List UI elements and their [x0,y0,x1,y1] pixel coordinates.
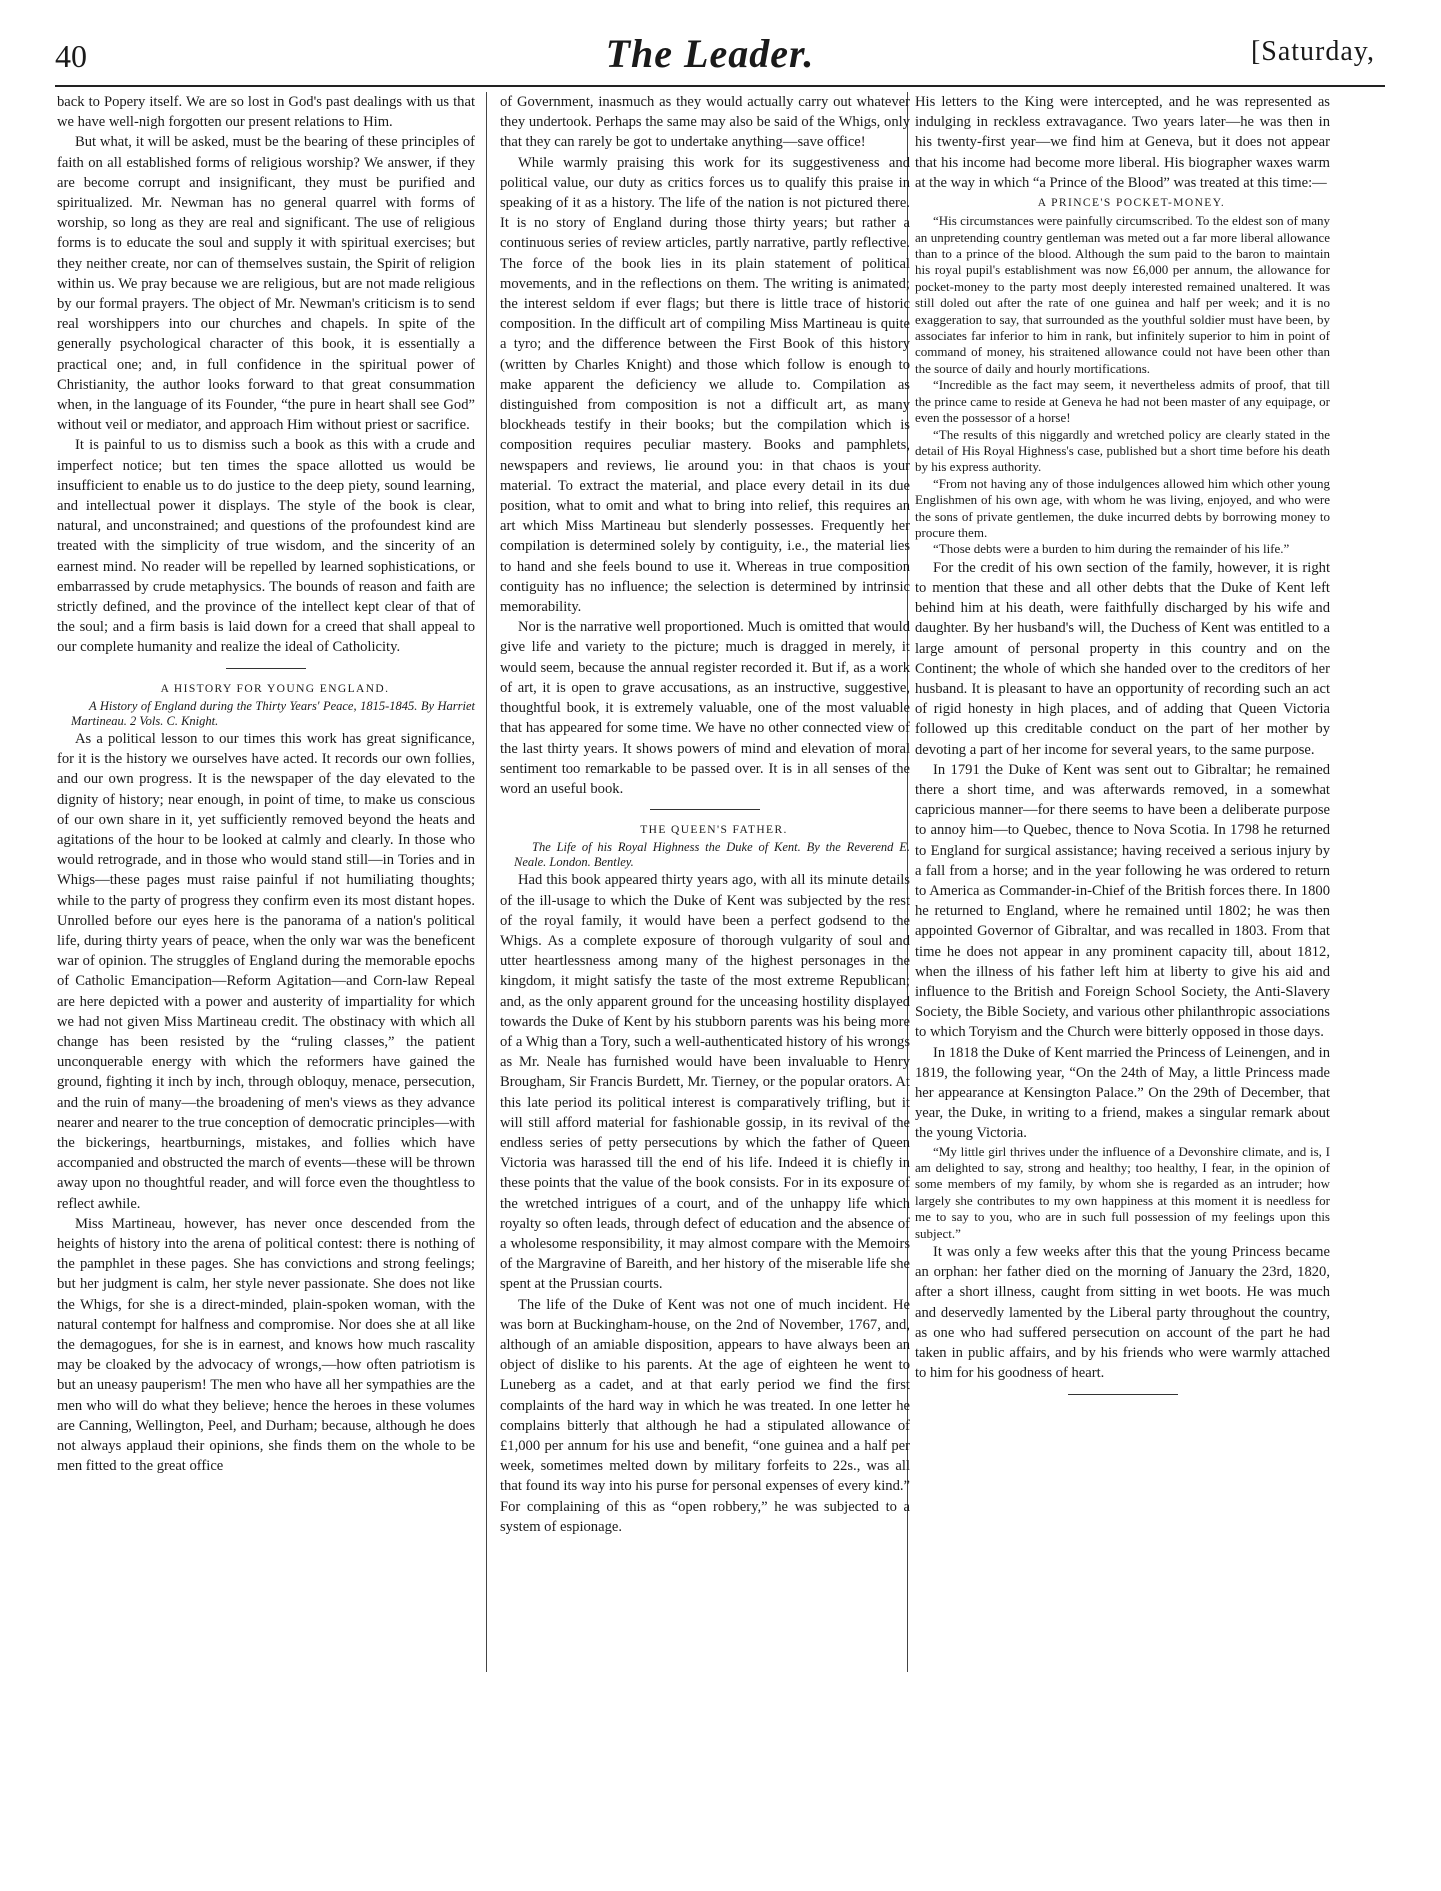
paragraph: In 1791 the Duke of Kent was sent out to Gibraltar; he remained there a short time, and was afterwards removed, in a somewhat capricious manner—for there seems to have been a deliberate purpose to annoy him—to Quebec, thence to Nova Scotia. In 1798 he returned to England for surgical assistance; having received a serious injury by a fall from a horse; and in the year following he was ordered to return to America as Commander-in-Chief of the British forces there. In 1800 he returned to England, where he remained until 1802; he was then appointed Governor of Gibraltar, and was recalled in 1803. From that time he does not appear in any prominent capacity till, about 1812, when the illness of his father left him at liberty to give his aid and influence to the British and Foreign School Society, the Anti-Slavery Society, the Bible Society, and various other philanthropic associations to which Toryism and the Church were bitterly opposed in those days. [915,761,1330,1041]
review-byline: The Life of his Royal Highness the Duke of Kent. By the Reverend E. Neale. London. Bentley. [514,840,910,870]
review-byline: A History of England during the Thirty Years' Peace, 1815-1845. By Harriet Martineau. 2 Vols. C. Knight. [71,698,475,728]
paragraph: While warmly praising this work for its suggestiveness and political value, our duty as critics forces us to qualify this praise in speaking of it as a history. The life of the nation is not pictured there. It is no story of England during those thirty years; but rather a continuous series of review articles, partly narrative, partly reflective. The force of the book lies in its plain statement of political movements, and in the reflections on them. The writing is animated; the interest seldom if ever flags; but there is little trace of historic composition. In the difficult art of compiling Miss Martineau is quite a tyro; and the difference between the First Book of this history (written by Charles Knight) and those which follow is enough to make apparent the deficiency we allude to. Compilation as distinguished from composition is not a difficult art, as many blockheads testify in their books; but the compilation which is composition requires peculiar mastery. Books and pamphlets, newspapers and reviews, lie around you: in that chaos is your material. To extract the material, and place every detail in its due position, what to omit and what to bring into relief, this requires an art which Miss Martineau but slenderly possesses. Frequently her compilation is determined solely by contiguity, i.e., the material lies to hand and she feels bound to use it. Whereas in true composition contiguity has no influence; the selection is determined by intrinsic memorability. [500,154,910,616]
block-quote: “Incredible as the fact may seem, it nevertheless admits of proof, that till the prince came to reside at Geneva he had not been master of any equipage, or even the possessor of a horse! [915,377,1330,426]
paragraph: But what, it will be asked, must be the bearing of these principles of faith on all established forms of religious worship? We answer, if they are become corrupt and insignificant, they must be purified and spiritualized. Mr. Newman has no general quarrel with forms of worship, so long as they are real and significant. The use of religious forms is to educate the soul and supply it with spiritual exercises; but they neither create, nor can of themselves sustain, the Spirit of religion within us. We pray because we are religious, but are not made religious by our formal prayers. The object of Mr. Newman's criticism is to send real worshippers into our churches and chapels. In spite of the generally psychological character of this book, it is essentially a practical one; and, in full confidence in the spiritual power of Christianity, the author looks forward to that great consummation when, in the language of its Founder, “the pure in heart shall see God” without veil or mediator, and approach Him without priest or sacrifice. [57,134,475,434]
paragraph: For the credit of his own section of the family, however, it is right to mention that these and all other debts that the Duke of Kent left behind him at his death, were faithfully discharged by his wife and daughter. By her husband's will, the Duchess of Kent was entitled to a large amount of personal property in this country and on the Continent; the whole of which she handed over to the creditors of her husband. It is pleasant to have an opportunity of recording such an act of rigid honesty in high places, and of adding that Queen Victoria followed up this creditable conduct on the part of her mother by devoting a part of her income for several years, to the same purpose. [915,559,1330,758]
end-rule [1068,1394,1178,1395]
column-2 [500,92,910,1537]
section-rule [650,809,760,810]
paragraph: Miss Martineau, however, has never once descended from the heights of history into the arena of political contest: there is nothing of the pamphlet in these pages. She has convictions and strong feelings; but her judgment is calm, her style never passionate. She does not like the Whigs, for she is a direct-minded, plain-spoken woman, with the natural contempt for halfness and compromise. Nor does she at all like the demagogues, for she is in earnest, and knows how much rascality may be cloaked by the advocacy of wrongs,—how often patriotism is but an uneasy pauperism! The men who have all her sympathies are the men who will do what they believe; hence the heroes in these volumes are Canning, Wellington, Peel, and Durham; because, although he does not always applaud their opinions, she finds them on the whole to be men fitted to the great office [57,1215,475,1475]
block-quote: “His circumstances were painfully circumscribed. To the eldest son of many an unpretending country gentleman was meted out a far more liberal allowance than to a prince of the blood. Although the sum paid to the baron to maintain his royal pupil's establishment was now £6,000 per annum, the allowance for pocket-money to the party most deeply interested remained unaltered. It was still doled out after the rate of one guinea and half per week; and it is no exaggeration to say, that surrounded as the youthful soldier must have been, by associates far inferior to him in rank, but infinitely superior to him in point of command of money, his straitened allowance could not have been other than the source of daily and hourly mortifications. [915,213,1330,376]
page-number: 40 [55,38,87,74]
column-divider [486,92,487,1672]
block-quote: “Those debts were a burden to him during the remainder of his life.” [933,541,1290,557]
column-3 [915,92,1330,1405]
masthead-title: The Leader. [605,31,815,76]
issue-day: [Saturday, [1250,36,1375,67]
column-1 [57,92,475,1476]
section-heading: A HISTORY FOR YOUNG ENGLAND. [160,682,390,695]
block-quote: “My little girl thrives under the influence of a Devonshire climate, and is, I am delighted to say, strong and healthy; too healthy, I fear, in the opinion of some members of my family, by whom she is regarded as an intruder; how largely she contributes to my own happiness at this moment it is needless for me to say to you, who are in such full possession of my feelings upon this subject.” [915,1143,1330,1241]
section-heading: THE QUEEN'S FATHER. [640,824,788,837]
paragraph: It was only a few weeks after this that the young Princess became an orphan: her father died on the morning of January the 23rd, 1820, after a short illness, caught from sitting in wet boots. He was much and deservedly lamented by the Liberal party throughout the country, as one who had suffered persecution on account of the part he had taken in public affairs, and by his friends who were warmly attached to him for his goodness of heart. [915,1244,1330,1382]
paragraph: His letters to the King were intercepted, and he was represented as indulging in reckless extravagance. Two years later—he was then in his twenty-first year—we find him at Geneva, but it does not appear that his income had become more liberal. His biographer waxes warm at the way in which “a Prince of the Blood” was treated at this time:— [915,94,1330,191]
paragraph: The life of the Duke of Kent was not one of much incident. He was born at Buckingham-house, on the 2nd of November, 1767, and, although of an amiable disposition, appears to have always been an object of dislike to his parents. At the age of eighteen he went to Luneberg as a cadet, and at that early period we find the first complaints of the hard way in which he was treated. In one letter he complains bitterly that although he had a stipulated allowance of £1,000 per annum for his use and benefit, “one guinea and a half per week, sometimes melted down by military forfeits to 22s., was all that found its way into his purse for personal expenses of every kind.” For complaining of this as “open robbery,” he was subjected to a system of espionage. [500,1296,910,1535]
section-rule [226,668,306,669]
paragraph: of Government, inasmuch as they would actually carry out whatever they undertook. Perhaps the same may also be said of the Whigs, only that they can rarely be got to undertake anything—save office! [500,94,910,151]
paragraph: Had this book appeared thirty years ago, with all its minute details of the ill-usage to which the Duke of Kent was subjected by the rest of the royal family, it would have been a perfect godsend to the Whigs. As a complete exposure of thorough vulgarity of soul and utter heartlessness among many of the highest personages in the kingdom, it might satisfy the taste of the most extreme Republican; and, as the only apparent ground for the unceasing hostility displayed towards the Duke of Kent by his stubborn parents was his being more of a Whig than a Tory, such a well-authenticated history of his wrongs as Mr. Neale has furnished would have been invaluable to Henry Brougham, Sir Francis Burdett, Mr. Tierney, or the popular orators. At this late period its political interest is comparatively trifling, but it will still afford material for fashionable gossip, in its revival of the endless series of petty persecutions by which the father of Queen Victoria was harassed till the end of his life. Indeed it is chiefly in these points that the value of the book consists. For in its exposure of the wretched intrigues of a court, and of the unhappy life which royalty so often leads, through defect of education and the absence of a wholesome responsibility, it may almost compare with the Memoirs of the Margravine of Bareith, and her history of the miserable life she spent at the Prussian courts. [500,872,910,1293]
paragraph: In 1818 the Duke of Kent married the Princess of Leinengen, and in 1819, the following year, “On the 24th of May, a little Princess made her appearance at Kensington Palace.” On the 29th of December, that year, the Duke, in writing to a friend, makes a singular remark about the young Victoria. [915,1044,1330,1142]
paragraph: Nor is the narrative well proportioned. Much is omitted that would give life and variety to the picture; much is dragged in merely, it would seem, because the annual register recorded it. But if, as a work of art, it is open to grave accusations, as an instructive, suggestive, thoughtful book, it is extremely valuable, one of the most valuable that has appeared for some time. We have no other connected view of the last thirty years. It shows powers of mind and elevation of moral sentiment too remarkable to be passed over. It is in all senses of the word an useful book. [500,619,910,797]
page-header [45,30,1375,88]
section-heading: A PRINCE'S POCKET-MONEY. [1037,197,1226,210]
paragraph: back to Popery itself. We are so lost in God's past dealings with us that we have well-nigh forgotten our present relations to Him. [57,94,475,131]
block-quote: “The results of this niggardly and wretched policy are clearly stated in the detail of His Royal Highness's case, published but a short time before his death by his express authority. [915,426,1330,475]
paragraph: It is painful to us to dismiss such a book as this with a crude and imperfect notice; but ten times the space allotted us would be insufficient to enable us to do justice to the deep piety, sound learning, and intellectual power it displays. The style of the book is clear, natural, and unconstrained; and questions of the profoundest kind are treated with the simplicity of true wisdom, and the sincerity of an earnest mind. No reader will be repelled by learned sophistications, or embarrassed by crude metaphysics. The bounds of reason and faith are strictly defined, and the province of the intellect kept clear of that of the soul; and a firm basis is laid down for a creed that shall appeal to our complete humanity and realize the ideal of Catholicity. [57,437,475,656]
header-rule [55,85,1385,87]
paragraph: As a political lesson to our times this work has great significance, for it is the history we ourselves have acted. It records our own follies, and our own progress. It is the newspaper of the day elevated to the dignity of history; near enough, in point of time, to make us conscious of our own share in it, yet sufficiently removed beyond the heats and agitations of the hour to be looked at calmly and clearly. In those who would retrograde, and in those who would stand still—in Tories and in Whigs—these pages must raise painful if not humiliating thoughts; while to the party of progress they confirm even its most distant hopes. Unrolled before our eyes here is the panorama of a nation's political life, during thirty years of peace, when the only war was the beneficent war of opinion. The struggles of England during the memorable epochs of Catholic Emancipation—Reform Agitation—and Corn-law Repeal are here depicted with a power and austerity of impartiality for which we had not given Miss Martineau credit. The obstinacy with which all change has been resisted by the “ruling classes,” the patient unconquerable energy with which the reformers have gained the ground, fighting it inch by inch, through obloquy, menace, persecution, and the ruin of many—the broadening of men's views as they advance nearer and nearer to the true conception of democratic principles—with the bickerings, heartburnings, mistakes, and follies which have accompanied and obstructed the march of events—these will be thrown away upon no thoughtful reader, and will force even the thoughtless to reflect awhile. [57,730,475,1212]
block-quote: “From not having any of those indulgences allowed him which other young Englishmen of his own age, with whom he was living, enjoyed, and who were the sons of private gentlemen, the duke incurred debts by borrowing money to procure them. [915,475,1330,540]
